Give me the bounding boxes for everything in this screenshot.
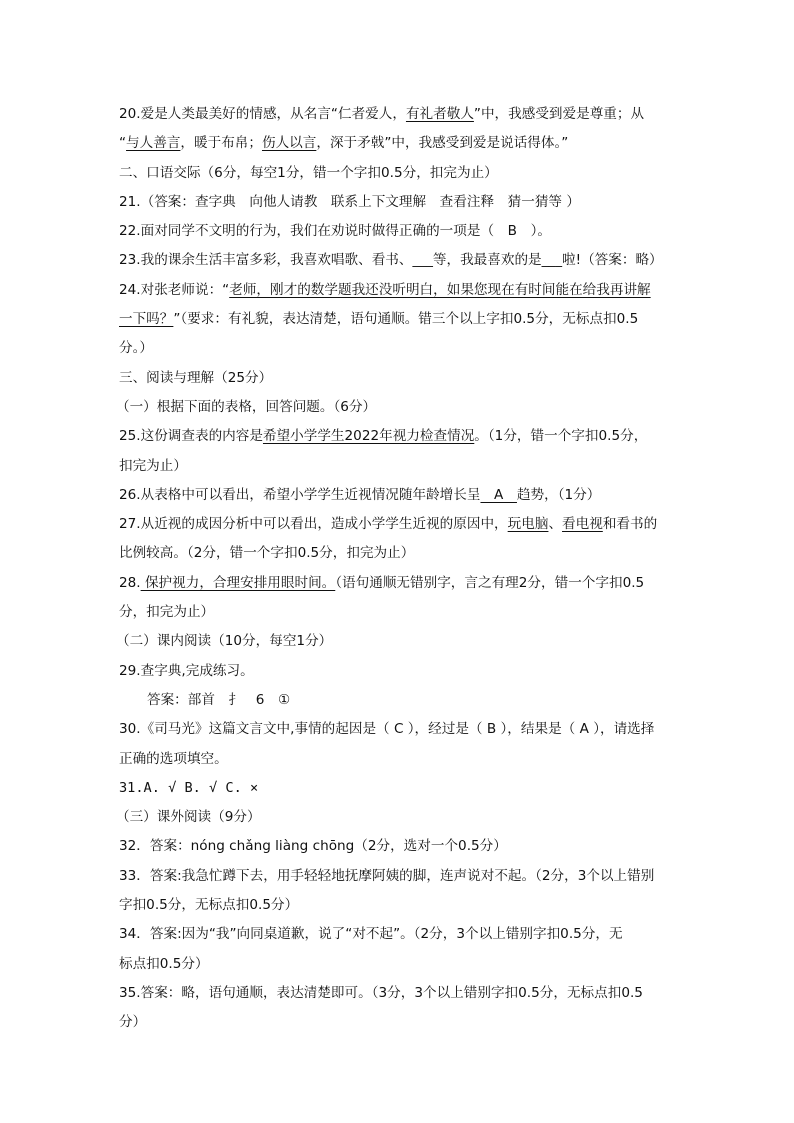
part-2-heading: （二）课内阅读（10分，每空1分） [116,633,333,650]
q23-answer: 23.我的课余生活丰富多彩，我喜欢唱歌、看书、___等，我最喜欢的是___啦!（答案：略） [119,252,663,269]
q27-underlined-answer-1: 玩电脑 [507,516,549,533]
q25-text: 。（1分，错一个字扣0.5分， [474,428,648,445]
q24-line-1 [119,276,679,305]
q35-line-2: 分） [119,1014,147,1031]
q29-question: 29.查字典,完成练习。 [119,662,254,679]
q26-underlined-answer: A [480,486,517,503]
q20-text: ，深于矛戟”中，我感受到爱是说话得体。” [316,135,569,152]
q20-line-2 [119,129,679,158]
q20-text: ”中，我感受到爱是尊重；从 [473,106,645,122]
q29-answer: 答案：部首 扌 6 ① [147,691,291,708]
q20-underlined-answer-2: 与人善言 [126,135,181,152]
section-3-heading: 三、阅读与理解（25分） [119,369,273,386]
q27-line-1 [119,510,679,539]
q28-text: 28. [119,574,141,591]
q30-line-1: 30.《司马光》这篇文言文中,事情的起因是（ C ），经过是（ B ），结果是（ A ），请选择 [119,721,655,738]
q28-text: （语句通顺无错别字，言之有理2分，错一个字扣0.5 [335,574,645,591]
q31-answer: 31.A. √ B. √ C. × [119,779,259,796]
q24-line-3: 分。） [119,340,153,357]
q32-answer: 32．答案：nóng chǎng liàng chōng（2分，选对一个0.5分） [119,838,507,855]
q20-text: ，暖于布帛； [180,135,262,152]
q28-line-2: 分，扣完为止） [119,604,215,621]
q20-line-1 [119,100,679,129]
q20-text: 20.爱是人类最美好的情感，从名言“仁者爱人， [119,106,406,122]
q20-underlined-answer-3: 伤人以言 [261,135,317,152]
q20-text: “ [119,135,127,152]
q20-underlined-answer-1: 有礼者敬人 [405,106,474,122]
q27-text: 和看书的 [602,516,658,533]
q24-line-2 [119,305,679,334]
answer-key-content [116,100,679,1038]
q30-line-2: 正确的选项填空。 [119,750,228,767]
q27-underlined-answer-2: 看电视 [562,516,603,533]
q24-underlined-answer: 老师，刚才的数学题我还没听明白，如果您现在有时间能在给我再讲解 [229,281,651,298]
part-1-heading: （一）根据下面的表格，回答问题。（6分） [116,398,377,415]
q34-line-1: 34．答案:因为“我”向同桌道歉，说了“对不起”。（2分，3个以上错别字扣0.5分，无 [119,926,623,943]
q24-underlined-answer: 一下吗？ [119,311,174,328]
q34-line-2: 标点扣0.5分） [119,955,209,972]
q35-line-1: 35.答案：略，语句通顺，表达清楚即可。（3分，3个以上错别字扣0.5分，无标点扣0.5 [119,984,643,1001]
q22-answer: 22.面对同学不文明的行为，我们在劝说时做得正确的一项是（ B ）。 [119,223,551,240]
q26-answer [119,481,679,510]
q24-text: 24.对张老师说：“ [119,281,230,298]
q26-text: 26.从表格中可以看出，希望小学学生近视情况随年龄增长呈 [119,486,481,503]
q21-answer: 21.（答案：查字典 向他人请教 联系上下文理解 查看注释 猜一猜等 ） [119,193,580,210]
q25-underlined-answer: 希望小学学生2022年视力检查情况 [262,428,475,445]
part-3-heading: （三）课外阅读（9分） [116,809,261,826]
q26-text: 趋势，（1分） [516,486,601,503]
q33-line-1: 33．答案:我急忙蹲下去，用手轻轻地抚摩阿姨的脚，连声说对不起。（2分，3个以上错别 [119,867,655,884]
q33-line-2: 字扣0.5分，无标点扣0.5分） [119,897,299,914]
q27-text: 、 [548,516,563,533]
q28-underlined-answer: 保护视力，合理安排用眼时间。 [140,574,336,591]
q25-line-2: 扣完为止） [119,457,187,474]
q28-line-1 [119,569,679,598]
q27-line-2: 比例较高。（2分，错一个字扣0.5分，扣完为止） [119,545,415,562]
q25-text: 25.这份调查表的内容是 [119,428,263,445]
q24-text: ”（要求：有礼貌，表达清楚，语句通顺。错三个以上字扣0.5分，无标点扣0.5 [173,311,639,328]
q27-text: 27.从近视的成因分析中可以看出，造成小学学生近视的原因中， [119,516,508,533]
section-2-heading: 二、口语交际（6分，每空1分，错一个字扣0.5分，扣完为止） [119,164,498,181]
q25-line-1 [119,422,679,451]
